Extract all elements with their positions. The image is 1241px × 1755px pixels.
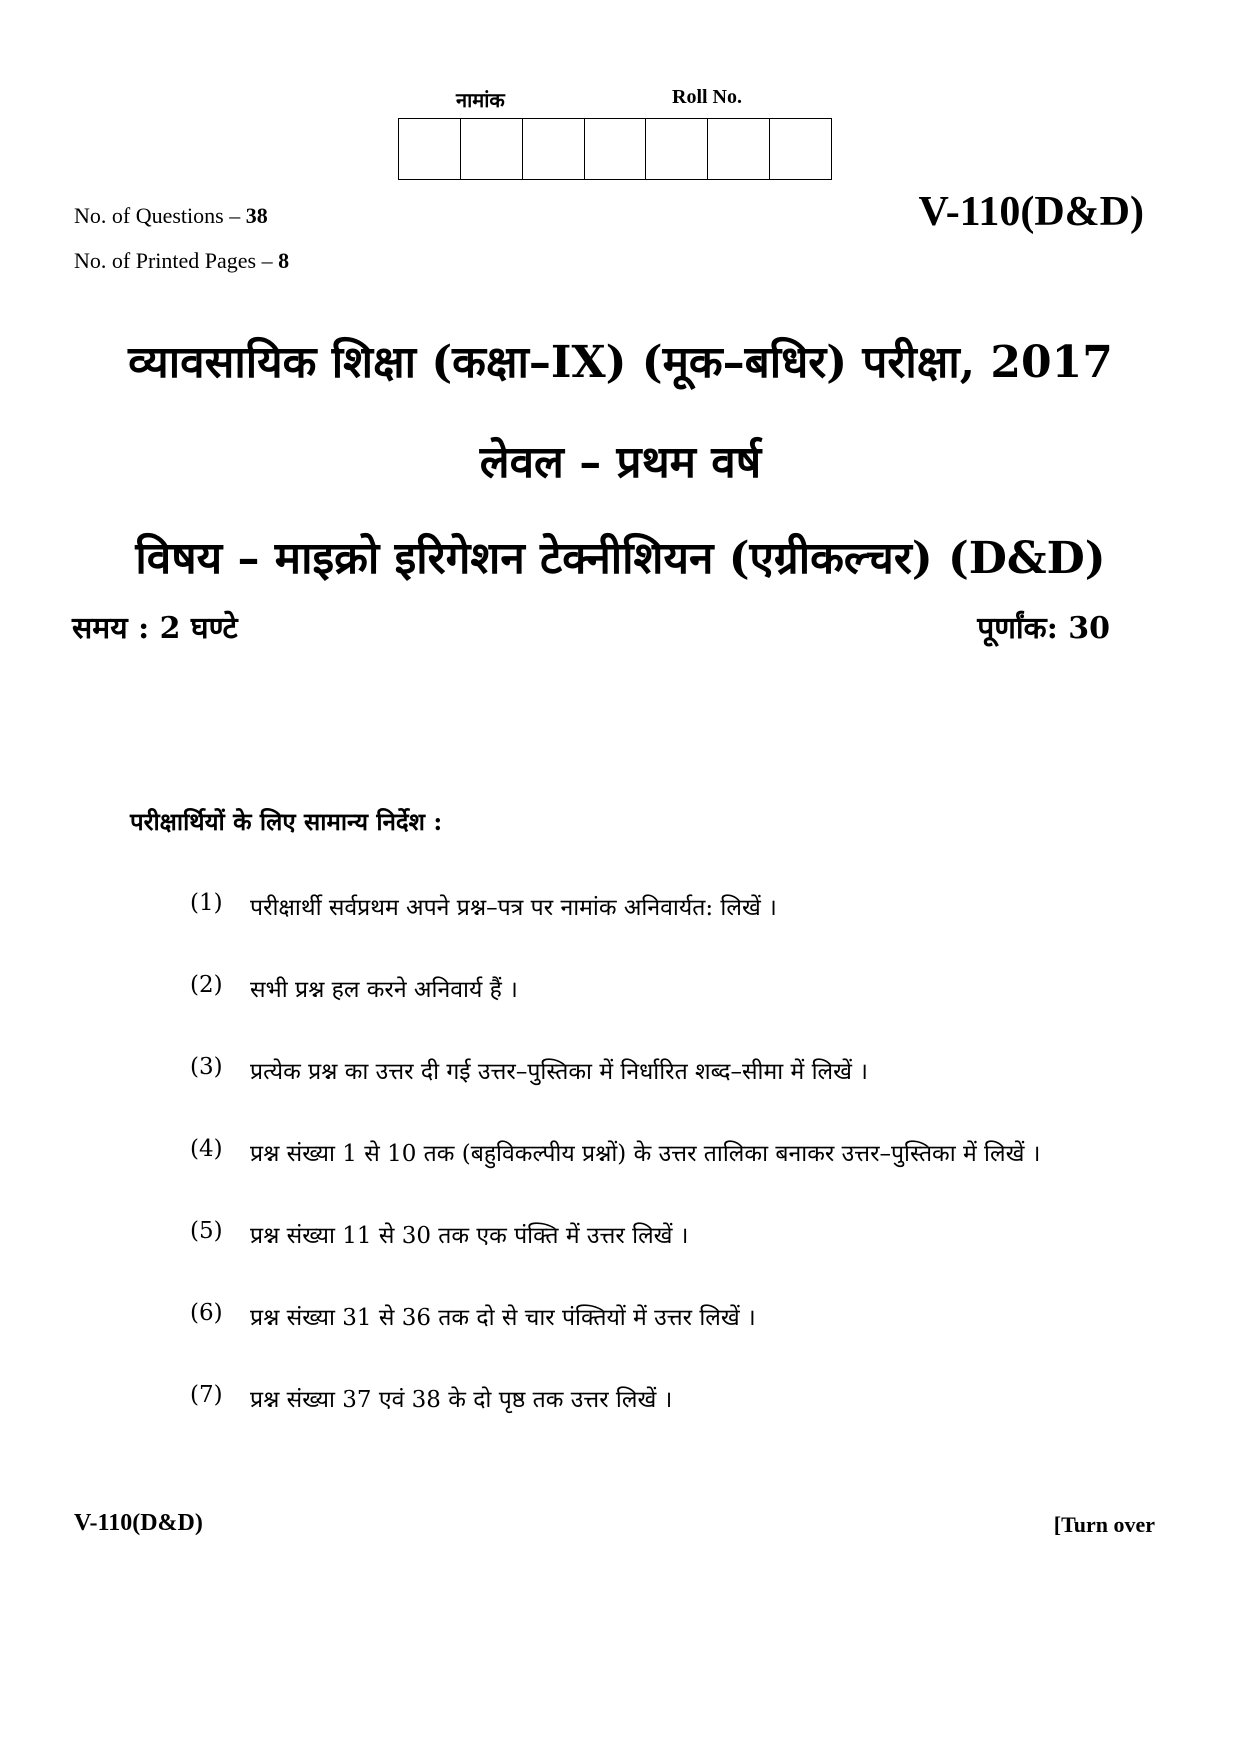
roll-label-english: Roll No. <box>672 86 742 108</box>
roll-number-box[interactable] <box>461 118 523 180</box>
exam-title: व्यावसायिक शिक्षा (कक्षा–IX) (मूक–बधिर) परीक्षा, 2017 <box>128 337 1113 388</box>
roll-number-box[interactable] <box>708 118 770 180</box>
roll-number-box[interactable] <box>398 118 461 180</box>
instruction-item <box>190 1136 1190 1218</box>
questions-value: 38 <box>245 203 268 228</box>
roll-number-boxes <box>398 118 832 180</box>
instruction-text: प्रश्न संख्या 37 एवं 38 के दो पृष्ठ तक उत्तर लिखें । <box>250 1387 673 1413</box>
roll-number-box[interactable] <box>523 118 585 180</box>
paper-code: V-110(D&D) <box>918 189 1144 235</box>
footer-paper-code: V-110(D&D) <box>74 1510 203 1536</box>
instruction-item <box>190 1218 1190 1300</box>
printed-pages-count <box>74 248 289 274</box>
instruction-number: (3) <box>190 1054 223 1080</box>
instruction-item <box>190 890 1190 972</box>
roll-number-box[interactable] <box>585 118 647 180</box>
instruction-text: परीक्षार्थी सर्वप्रथम अपने प्रश्न–पत्र पर नामांक अनिवार्यत: लिखें । <box>250 895 777 921</box>
instruction-item <box>190 1054 1190 1136</box>
instruction-text: प्रत्येक प्रश्न का उत्तर दी गई उत्तर–पुस्तिका में निर्धारित शब्द–सीमा में लिखें । <box>250 1059 868 1085</box>
instruction-number: (4) <box>190 1136 223 1162</box>
pages-label: No. of Printed Pages – <box>74 248 273 273</box>
instructions-heading: परीक्षार्थियों के लिए सामान्य निर्देश : <box>130 807 443 836</box>
instruction-number: (6) <box>190 1300 223 1326</box>
roll-label-hindi: नामांक <box>456 88 505 112</box>
instruction-item <box>190 1382 1190 1464</box>
instruction-item <box>190 972 1190 1054</box>
instruction-number: (2) <box>190 972 223 998</box>
instruction-text: प्रश्न संख्या 1 से 10 तक (बहुविकल्पीय प्रश्नों) के उत्तर तालिका बनाकर उत्तर–पुस्तिका में लिखें । <box>250 1141 1041 1167</box>
instruction-item <box>190 1300 1190 1382</box>
pages-value: 8 <box>278 248 290 273</box>
instruction-text: प्रश्न संख्या 31 से 36 तक दो से चार पंक्तियों में उत्तर लिखें । <box>250 1305 756 1331</box>
exam-subject: विषय – माइक्रो इरिगेशन टेक्नीशियन (एग्रीकल्चर) (D&D) <box>135 533 1106 584</box>
instruction-number: (5) <box>190 1218 223 1244</box>
questions-label: No. of Questions – <box>74 203 241 228</box>
exam-time: समय : 2 घण्टे <box>72 611 238 646</box>
instructions-list <box>190 890 1190 1464</box>
instruction-text: सभी प्रश्न हल करने अनिवार्य हैं । <box>250 977 518 1003</box>
exam-level: लेवल – प्रथम वर्ष <box>479 437 762 488</box>
questions-count <box>74 203 268 229</box>
instruction-number: (7) <box>190 1382 223 1408</box>
instruction-text: प्रश्न संख्या 11 से 30 तक एक पंक्ति में उत्तर लिखें । <box>250 1223 689 1249</box>
max-marks: पूर्णांक: 30 <box>977 611 1110 646</box>
roll-number-box[interactable] <box>770 118 832 180</box>
roll-number-box[interactable] <box>646 118 708 180</box>
turn-over-label: [Turn over <box>1053 1512 1155 1537</box>
instruction-number: (1) <box>190 890 223 916</box>
